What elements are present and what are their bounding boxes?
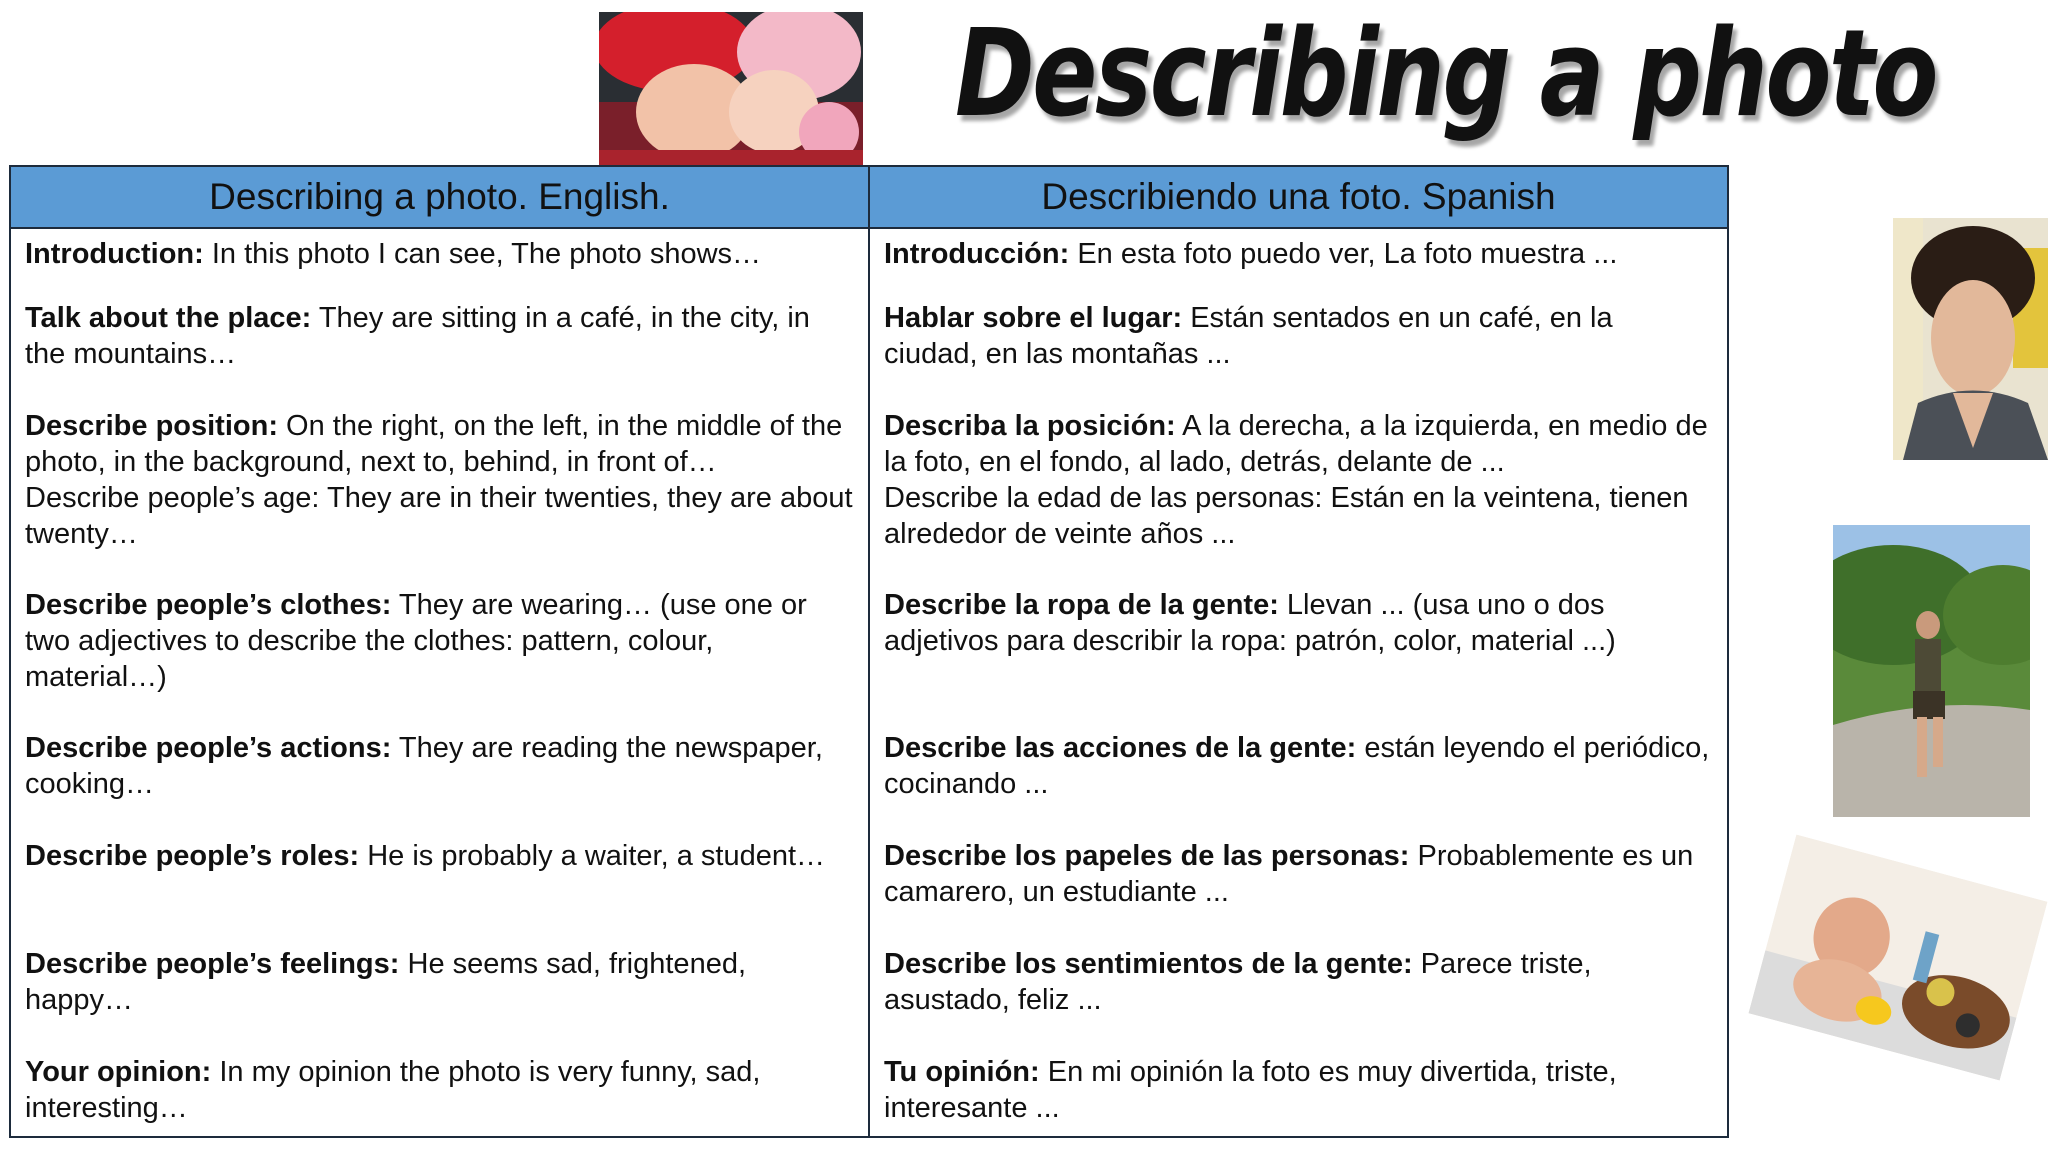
table-row	[10, 300, 1728, 408]
spanish-text: En mi opinión la foto es muy divertida, triste, interesante ...	[884, 1056, 1617, 1124]
running-woman-photo	[1833, 525, 2030, 817]
baby-in-sink-photo	[1748, 835, 2047, 1081]
english-term: Talk about the place:	[25, 302, 312, 334]
spanish-cell	[869, 300, 1728, 408]
english-term: Describe people’s clothes:	[25, 589, 392, 621]
english-term: Describe people’s roles:	[25, 840, 360, 872]
english-cell	[10, 838, 869, 946]
spanish-cell	[869, 730, 1728, 838]
spanish-term: Describe las acciones de la gente:	[884, 732, 1357, 764]
table-row	[10, 1054, 1728, 1137]
spanish-text: Están sentados en un café, en la ciudad, en las montañas ...	[884, 302, 1613, 370]
english-cell	[10, 300, 869, 408]
english-cell	[10, 946, 869, 1054]
table-header-row	[10, 166, 1728, 228]
header-english: Describing a photo. English.	[10, 166, 869, 228]
english-text: He is probably a waiter, a student…	[359, 840, 826, 872]
english-term: Describe people’s actions:	[25, 732, 392, 764]
english-cell	[10, 228, 869, 300]
spanish-extra-text: Describe la edad de las personas: Están en la veintena, tienen alrededor de veinte años ...	[884, 482, 1689, 550]
english-cell	[10, 730, 869, 838]
spanish-cell	[869, 587, 1728, 730]
english-cell	[10, 408, 869, 587]
english-text: They are sitting in a café, in the city, in the mountains…	[25, 302, 810, 370]
english-text: He seems sad, frightened, happy…	[25, 948, 747, 1016]
babies-kissing-photo	[599, 12, 863, 165]
english-cell	[10, 1054, 869, 1137]
man-portrait-photo	[1893, 218, 2048, 460]
vocabulary-table	[9, 165, 1729, 1138]
english-text: They are reading the newspaper, cooking…	[25, 732, 823, 800]
spanish-term: Describe los sentimientos de la gente:	[884, 948, 1413, 980]
table-row	[10, 838, 1728, 946]
english-text: They are wearing… (use one or two adjectives to describe the clothes: pattern, colour, material…)	[25, 589, 807, 693]
spanish-text: A la derecha, a la izquierda, en medio de la foto, en el fondo, al lado, detrás, delante de ...	[884, 410, 1708, 478]
table-row	[10, 946, 1728, 1054]
spanish-cell	[869, 838, 1728, 946]
table-row	[10, 408, 1728, 587]
english-cell	[10, 587, 869, 730]
spanish-cell	[869, 228, 1728, 300]
spanish-term: Describe la ropa de la gente:	[884, 589, 1279, 621]
spanish-term: Describa la posición:	[884, 410, 1176, 442]
table-row	[10, 730, 1728, 838]
spanish-cell	[869, 1054, 1728, 1137]
spanish-text: Llevan ... (usa uno o dos adjetivos para describir la ropa: patrón, color, material ...)	[884, 589, 1616, 657]
spanish-text: Probablemente es un camarero, un estudiante ...	[884, 840, 1694, 908]
spanish-term: Describe los papeles de las personas:	[884, 840, 1410, 872]
spanish-cell	[869, 408, 1728, 587]
slide-title: Describing a photo	[955, 5, 1937, 144]
spanish-text: Parece triste, asustado, feliz ...	[884, 948, 1592, 1016]
english-text: On the right, on the left, in the middle of the photo, in the background, next to, behind, in front of…	[25, 410, 843, 478]
english-term: Your opinion:	[25, 1056, 212, 1088]
spanish-text: En esta foto puedo ver, La foto muestra ...	[1069, 238, 1618, 270]
spanish-term: Introducción:	[884, 238, 1070, 270]
spanish-cell	[869, 946, 1728, 1054]
english-term: Describe position:	[25, 410, 278, 442]
english-text: In this photo I can see, The photo shows…	[203, 238, 762, 270]
spanish-term: Hablar sobre el lugar:	[884, 302, 1183, 334]
spanish-term: Tu opinión:	[884, 1056, 1040, 1088]
english-term: Describe people’s feelings:	[25, 948, 400, 980]
table-row	[10, 587, 1728, 730]
table-row	[10, 228, 1728, 300]
english-text: In my opinion the photo is very funny, sad, interesting…	[25, 1056, 761, 1124]
header-spanish: Describiendo una foto. Spanish	[869, 166, 1728, 228]
english-extra-text: Describe people’s age: They are in their twenties, they are about twenty…	[25, 482, 853, 550]
english-term: Introduction:	[25, 238, 204, 270]
spanish-text: están leyendo el periódico, cocinando ...	[884, 732, 1710, 800]
